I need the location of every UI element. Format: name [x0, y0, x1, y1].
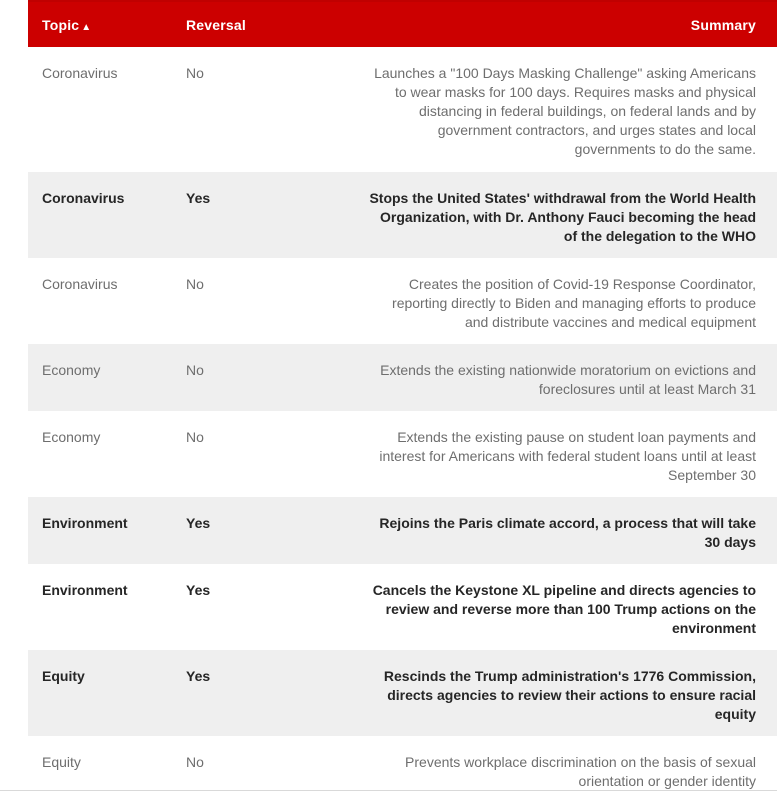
reversal-column-header[interactable] [186, 17, 336, 33]
table-row [28, 564, 777, 650]
reversal-cell: Yes [186, 515, 211, 531]
table-row [28, 258, 777, 344]
table-row [28, 411, 777, 497]
table-row [28, 344, 777, 411]
executive-actions-table [28, 0, 777, 792]
summary-header-label: Summary [690, 16, 756, 33]
reversal-cell: Yes [186, 668, 211, 684]
reversal-header-label: Reversal [186, 16, 246, 33]
sort-ascending-icon: ▲ [81, 21, 92, 33]
topic-header-label: Topic [42, 16, 80, 33]
topic-column-header[interactable] [28, 17, 186, 33]
summary-cell: Stops the United States' withdrawal from the World Health Organization, with Dr. Anthony Fauci becoming the head of the delegation to the WHO [369, 190, 756, 244]
summary-cell: Rescinds the Trump administration's 1776 Commission, directs agencies to review their actions to ensure racial equity [383, 668, 756, 722]
reversal-cell: Yes [186, 190, 211, 206]
summary-column-header[interactable] [336, 17, 777, 33]
summary-cell: Launches a "100 Days Masking Challenge" asking Americans to wear masks for 100 days. Requires masks and physical distancing in federal buildings, on federal lands and by government contractors, and urges states and local governments to do the same. [374, 65, 756, 157]
topic-cell: Environment [42, 515, 128, 531]
table-row [28, 47, 777, 172]
summary-cell: Rejoins the Paris climate accord, a process that will take 30 days [379, 515, 756, 550]
summary-cell: Extends the existing nationwide moratorium on evictions and foreclosures until at least March 31 [380, 362, 756, 397]
summary-cell: Prevents workplace discrimination on the basis of sexual orientation or gender identity [405, 754, 756, 789]
table-header [28, 0, 777, 47]
table-bottom-divider [0, 790, 777, 791]
reversal-cell: No [186, 754, 204, 770]
topic-cell: Environment [42, 582, 128, 598]
topic-cell: Equity [42, 668, 85, 684]
topic-cell: Economy [42, 362, 101, 378]
reversal-cell: No [186, 429, 204, 445]
topic-cell: Economy [42, 429, 101, 445]
reversal-cell: No [186, 362, 204, 378]
topic-cell: Coronavirus [42, 276, 118, 292]
topic-cell: Coronavirus [42, 65, 118, 81]
summary-cell: Creates the position of Covid-19 Response Coordinator, reporting directly to Biden and managing efforts to produce and distribute vaccines and medical equipment [392, 276, 756, 330]
topic-cell: Coronavirus [42, 190, 125, 206]
reversal-cell: No [186, 276, 204, 292]
reversal-cell: Yes [186, 582, 211, 598]
table-row [28, 650, 777, 736]
reversal-cell: No [186, 65, 204, 81]
table-row [28, 736, 777, 792]
table-row [28, 497, 777, 564]
topic-cell: Equity [42, 754, 81, 770]
table-row [28, 172, 777, 258]
summary-cell: Cancels the Keystone XL pipeline and directs agencies to review and reverse more than 100 Trump actions on the environment [372, 582, 756, 636]
summary-cell: Extends the existing pause on student loan payments and interest for Americans with federal student loans until at least September 30 [379, 429, 756, 483]
